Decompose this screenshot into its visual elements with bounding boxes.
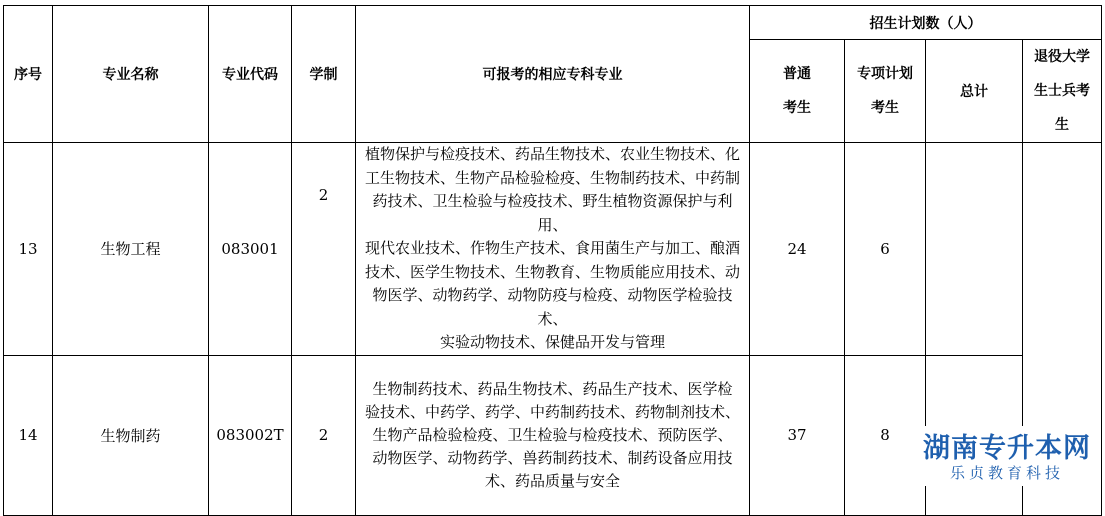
header-total: 总计: [926, 40, 1023, 143]
row-duration: 2: [292, 355, 356, 515]
majors-line: 验技术、中药学、药学、中药制药技术、药物制剂技术、: [364, 402, 740, 421]
row-special-count: 6: [845, 143, 926, 356]
watermark-subtitle: 乐贞教育科技: [949, 464, 1064, 482]
watermark-title: 湖南专升本网: [923, 433, 1091, 464]
header-seq: 序号: [4, 6, 53, 143]
header-major-code: 专业代码: [209, 6, 292, 143]
majors-line: 生物制药技术、药品生物技术、药品生产技术、医学检: [372, 379, 733, 398]
majors-line: 实验动物技术、保健品开发与管理: [439, 333, 665, 351]
table-row: [4, 143, 1102, 356]
majors-line: 药技术、卫生检验与检疫技术、野生植物资源保护与利用、: [372, 192, 733, 234]
row-special-count: 8: [845, 355, 926, 515]
header-normal-line2: 考生: [783, 100, 811, 116]
header-related-majors: 可报考的相应专科专业: [356, 6, 750, 143]
row-related-majors: [356, 355, 750, 515]
row-major-code: 083001: [209, 143, 292, 356]
row-normal-count: 24: [750, 143, 845, 356]
header-veteran-line1: 退役大学: [1034, 49, 1090, 65]
row-duration: 2: [292, 143, 356, 356]
header-veteran-line2: 生士兵考: [1034, 83, 1090, 99]
header-duration: 学制: [292, 6, 356, 143]
row-seq: 13: [4, 143, 53, 356]
row-related-majors: [356, 143, 750, 356]
row-normal-count: 37: [750, 355, 845, 515]
majors-line: 物医学、动物药学、动物防疫与检疫、动物医学检验技术、: [372, 286, 733, 328]
majors-line: 生物产品检验检疫、卫生检验与检疫技术、预防医学、: [372, 425, 733, 444]
majors-line: 植物保护与检疫技术、药品生物技术、农业生物技术、化: [364, 145, 740, 163]
header-special-line1: 专项计划: [857, 66, 913, 82]
header-major-name: 专业名称: [53, 6, 209, 143]
header-normal-students: [750, 40, 845, 143]
majors-line: 技术、医学生物技术、生物教育、生物质能应用技术、动: [364, 262, 740, 281]
majors-line: 动物医学、动物药学、兽药制药技术、制药设备应用技: [372, 448, 733, 467]
header-veteran-line3: 生: [1055, 117, 1069, 133]
site-watermark-logo: [913, 426, 1101, 486]
header-normal-line1: 普通: [783, 66, 811, 82]
header-special-line2: 考生: [871, 100, 899, 116]
row-seq: 14: [4, 355, 53, 515]
row-major-name: 生物工程: [53, 143, 209, 356]
header-special-plan-students: [845, 40, 926, 143]
row-major-name: 生物制药: [53, 355, 209, 515]
majors-line: 现代农业技术、作物生产技术、食用菌生产与加工、酿酒: [364, 239, 740, 257]
header-veteran-students: [1023, 40, 1102, 143]
row-major-code: 083002T: [209, 355, 292, 515]
header-plan-group: 招生计划数（人）: [750, 6, 1102, 40]
row-total-count: [926, 143, 1023, 356]
majors-line: 工生物技术、生物产品检验检疫、生物制药技术、中药制: [364, 168, 740, 187]
majors-line: 术、药品质量与安全: [484, 471, 620, 490]
